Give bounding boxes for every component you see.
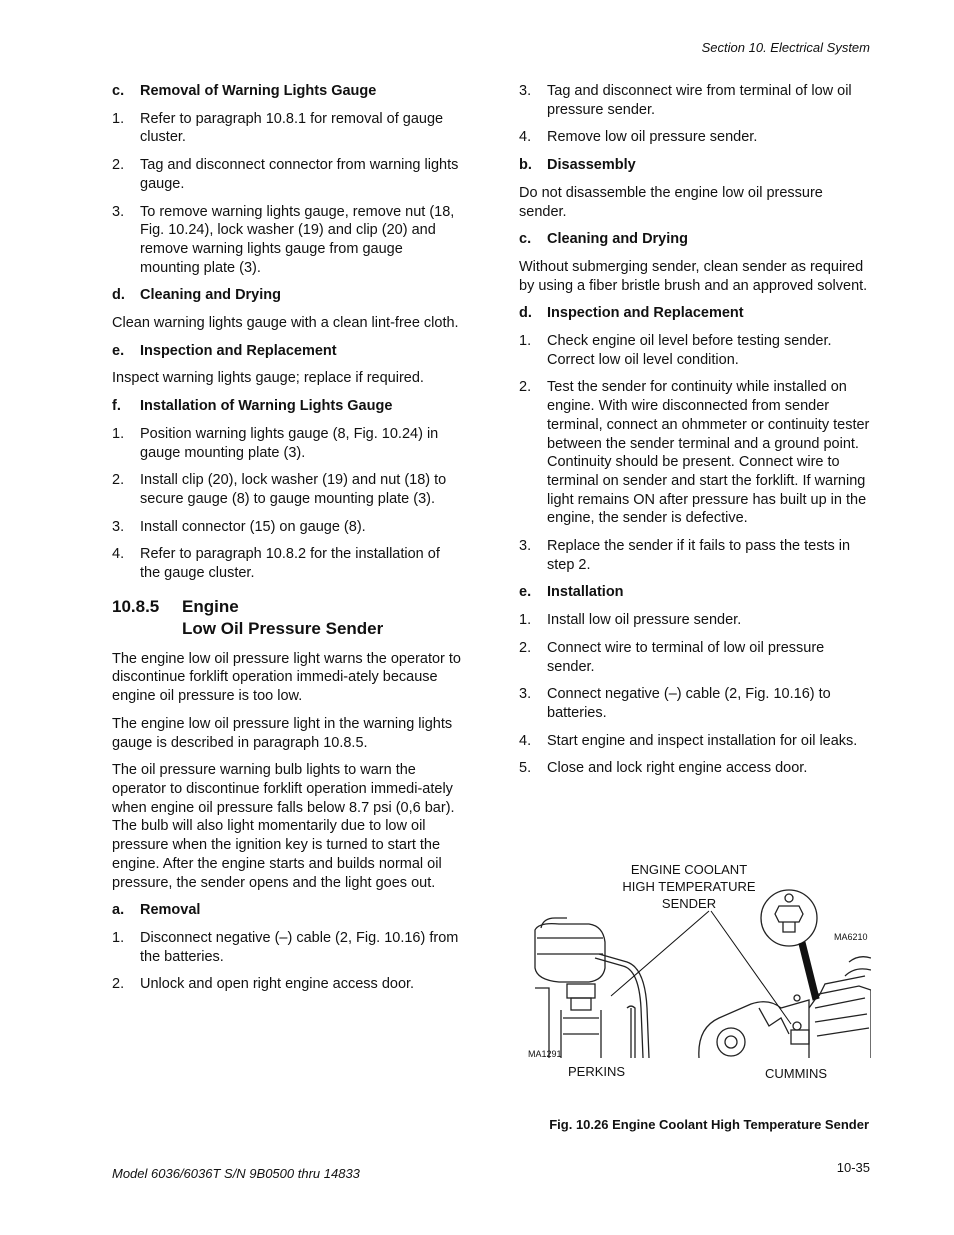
- section-heading: [112, 596, 464, 640]
- list-item: 4. Remove low oil pressure sender.: [519, 129, 758, 146]
- figure-code-ma1291: MA1291: [528, 1049, 562, 1059]
- list-item: 2. Connect wire to terminal of low oil pressure sender.: [519, 639, 825, 675]
- detail-pointer: [799, 942, 819, 1000]
- subheading-inspection-replacement: d. Inspection and Replacement: [519, 305, 744, 322]
- subheading-removal: a. Removal: [112, 902, 201, 919]
- subheading-installation-warning-lights: f. Installation of Warning Lights Gauge: [112, 398, 393, 415]
- list-item: 3. Replace the sender if it fails to pass the tests in step 2.: [519, 538, 851, 573]
- list-item: 2. Install clip (20), lock washer (19) and nut (18) to secure gauge (8) to gauge mounting plate (3).: [112, 472, 447, 507]
- left-column: [112, 82, 464, 1003]
- paragraph: The engine low oil pressure light in the warning lights gauge is described in paragraph 10.8.5.: [112, 715, 453, 751]
- subheading-installation: e. Installation: [519, 584, 624, 601]
- section-number: 10.8.5: [112, 596, 160, 616]
- paragraph: The oil pressure warning bulb lights to warn the operator to discontinue forklift operation immedi-ately when engine oil pressure falls below 8.7 psi (0,6 bar). The bulb will also light momentarily due to low oil pressure when the ignition key is turned to start the engine. After the engine starts and builds normal oil pressure, the sender opens and the light goes out.: [112, 762, 455, 891]
- figure-label-perkins: PERKINS: [568, 1064, 626, 1079]
- paragraph: Inspect warning lights gauge; replace if required.: [112, 370, 424, 387]
- figure-label-engine-coolant-sender: ENGINE COOLANT HIGH TEMPERATURE SENDER: [622, 862, 756, 911]
- list-item: 3. Connect negative (–) cable (2, Fig. 10.16) to batteries.: [519, 686, 831, 721]
- figure-caption: Fig. 10.26 Engine Coolant High Temperature Sender: [549, 1117, 869, 1132]
- list-item: 5. Close and lock right engine access door.: [519, 760, 808, 777]
- cummins-engine-drawing: [699, 957, 871, 1058]
- list-item: 3. Tag and disconnect wire from terminal of low oil pressure sender.: [519, 83, 852, 118]
- subheading-cleaning-drying: c. Cleaning and Drying: [519, 231, 688, 248]
- figure-label-cummins: CUMMINS: [765, 1066, 828, 1081]
- subheading-inspection-replacement: e. Inspection and Replacement: [112, 342, 337, 359]
- section-title: Engine Low Oil Pressure Sender: [182, 596, 384, 638]
- list-item: 2. Unlock and open right engine access door.: [112, 976, 415, 993]
- list-item: 3. To remove warning lights gauge, remove nut (18, Fig. 10.24), lock washer (19) and clip (20) and remove warning lights gauge from gauge mounting plate (3).: [112, 203, 455, 276]
- list-item: 2. Tag and disconnect connector from warning lights gauge.: [112, 157, 459, 192]
- list-item: 1. Position warning lights gauge (8, Fig. 10.24) in gauge mounting plate (3).: [112, 425, 439, 461]
- running-header: Section 10. Electrical System: [701, 40, 870, 55]
- footer-model: Model 6036/6036T S/N 9B0500 thru 14833: [112, 1166, 360, 1181]
- right-column: [519, 82, 871, 787]
- list-item: 1. Refer to paragraph 10.8.1 for removal of gauge cluster.: [112, 110, 444, 146]
- perkins-engine-drawing: [535, 918, 649, 1058]
- list-item: 2. Test the sender for continuity while installed on engine. With wire disconnected from sender terminal, connect an ohmmeter or continuity tester between the sender terminal and a ground point. Continuity should be present. Connect wire to terminal on sender and start the forklift. If warning light remains ON after pressure has built up in the engine, the sender is defective.: [519, 379, 870, 527]
- subheading-disassembly: b. Disassembly: [519, 157, 636, 174]
- page-number: 10-35: [836, 1160, 870, 1175]
- list-item: 4. Start engine and inspect installation for oil leaks.: [519, 732, 858, 749]
- subheading-removal-warning-lights: c. Removal of Warning Lights Gauge: [112, 83, 377, 99]
- paragraph: Clean warning lights gauge with a clean lint-free cloth.: [112, 315, 459, 332]
- leader-lines: [611, 911, 791, 1024]
- list-item: 4. Refer to paragraph 10.8.2 for the installation of the gauge cluster.: [112, 546, 440, 582]
- sender-detail-inset: [761, 890, 817, 946]
- list-item: 1. Disconnect negative (–) cable (2, Fig. 10.16) from the batteries.: [112, 929, 459, 965]
- list-item: 1. Check engine oil level before testing sender. Correct low oil level condition.: [519, 333, 832, 368]
- engine-coolant-sender-figure: [519, 858, 871, 1088]
- paragraph: Without submerging sender, clean sender as required by using a fiber bristle brush and an approved solvent.: [519, 258, 868, 294]
- list-item: 1. Install low oil pressure sender.: [519, 612, 742, 629]
- paragraph: Do not disassemble the engine low oil pressure sender.: [519, 184, 823, 220]
- subheading-cleaning-drying: d. Cleaning and Drying: [112, 287, 281, 304]
- list-item: 3. Install connector (15) on gauge (8).: [112, 518, 366, 535]
- paragraph: The engine low oil pressure light warns the operator to discontinue forklift operation immedi-ately because engine oil pressure is too low.: [112, 650, 461, 705]
- figure-code-ma6210: MA6210: [834, 932, 868, 942]
